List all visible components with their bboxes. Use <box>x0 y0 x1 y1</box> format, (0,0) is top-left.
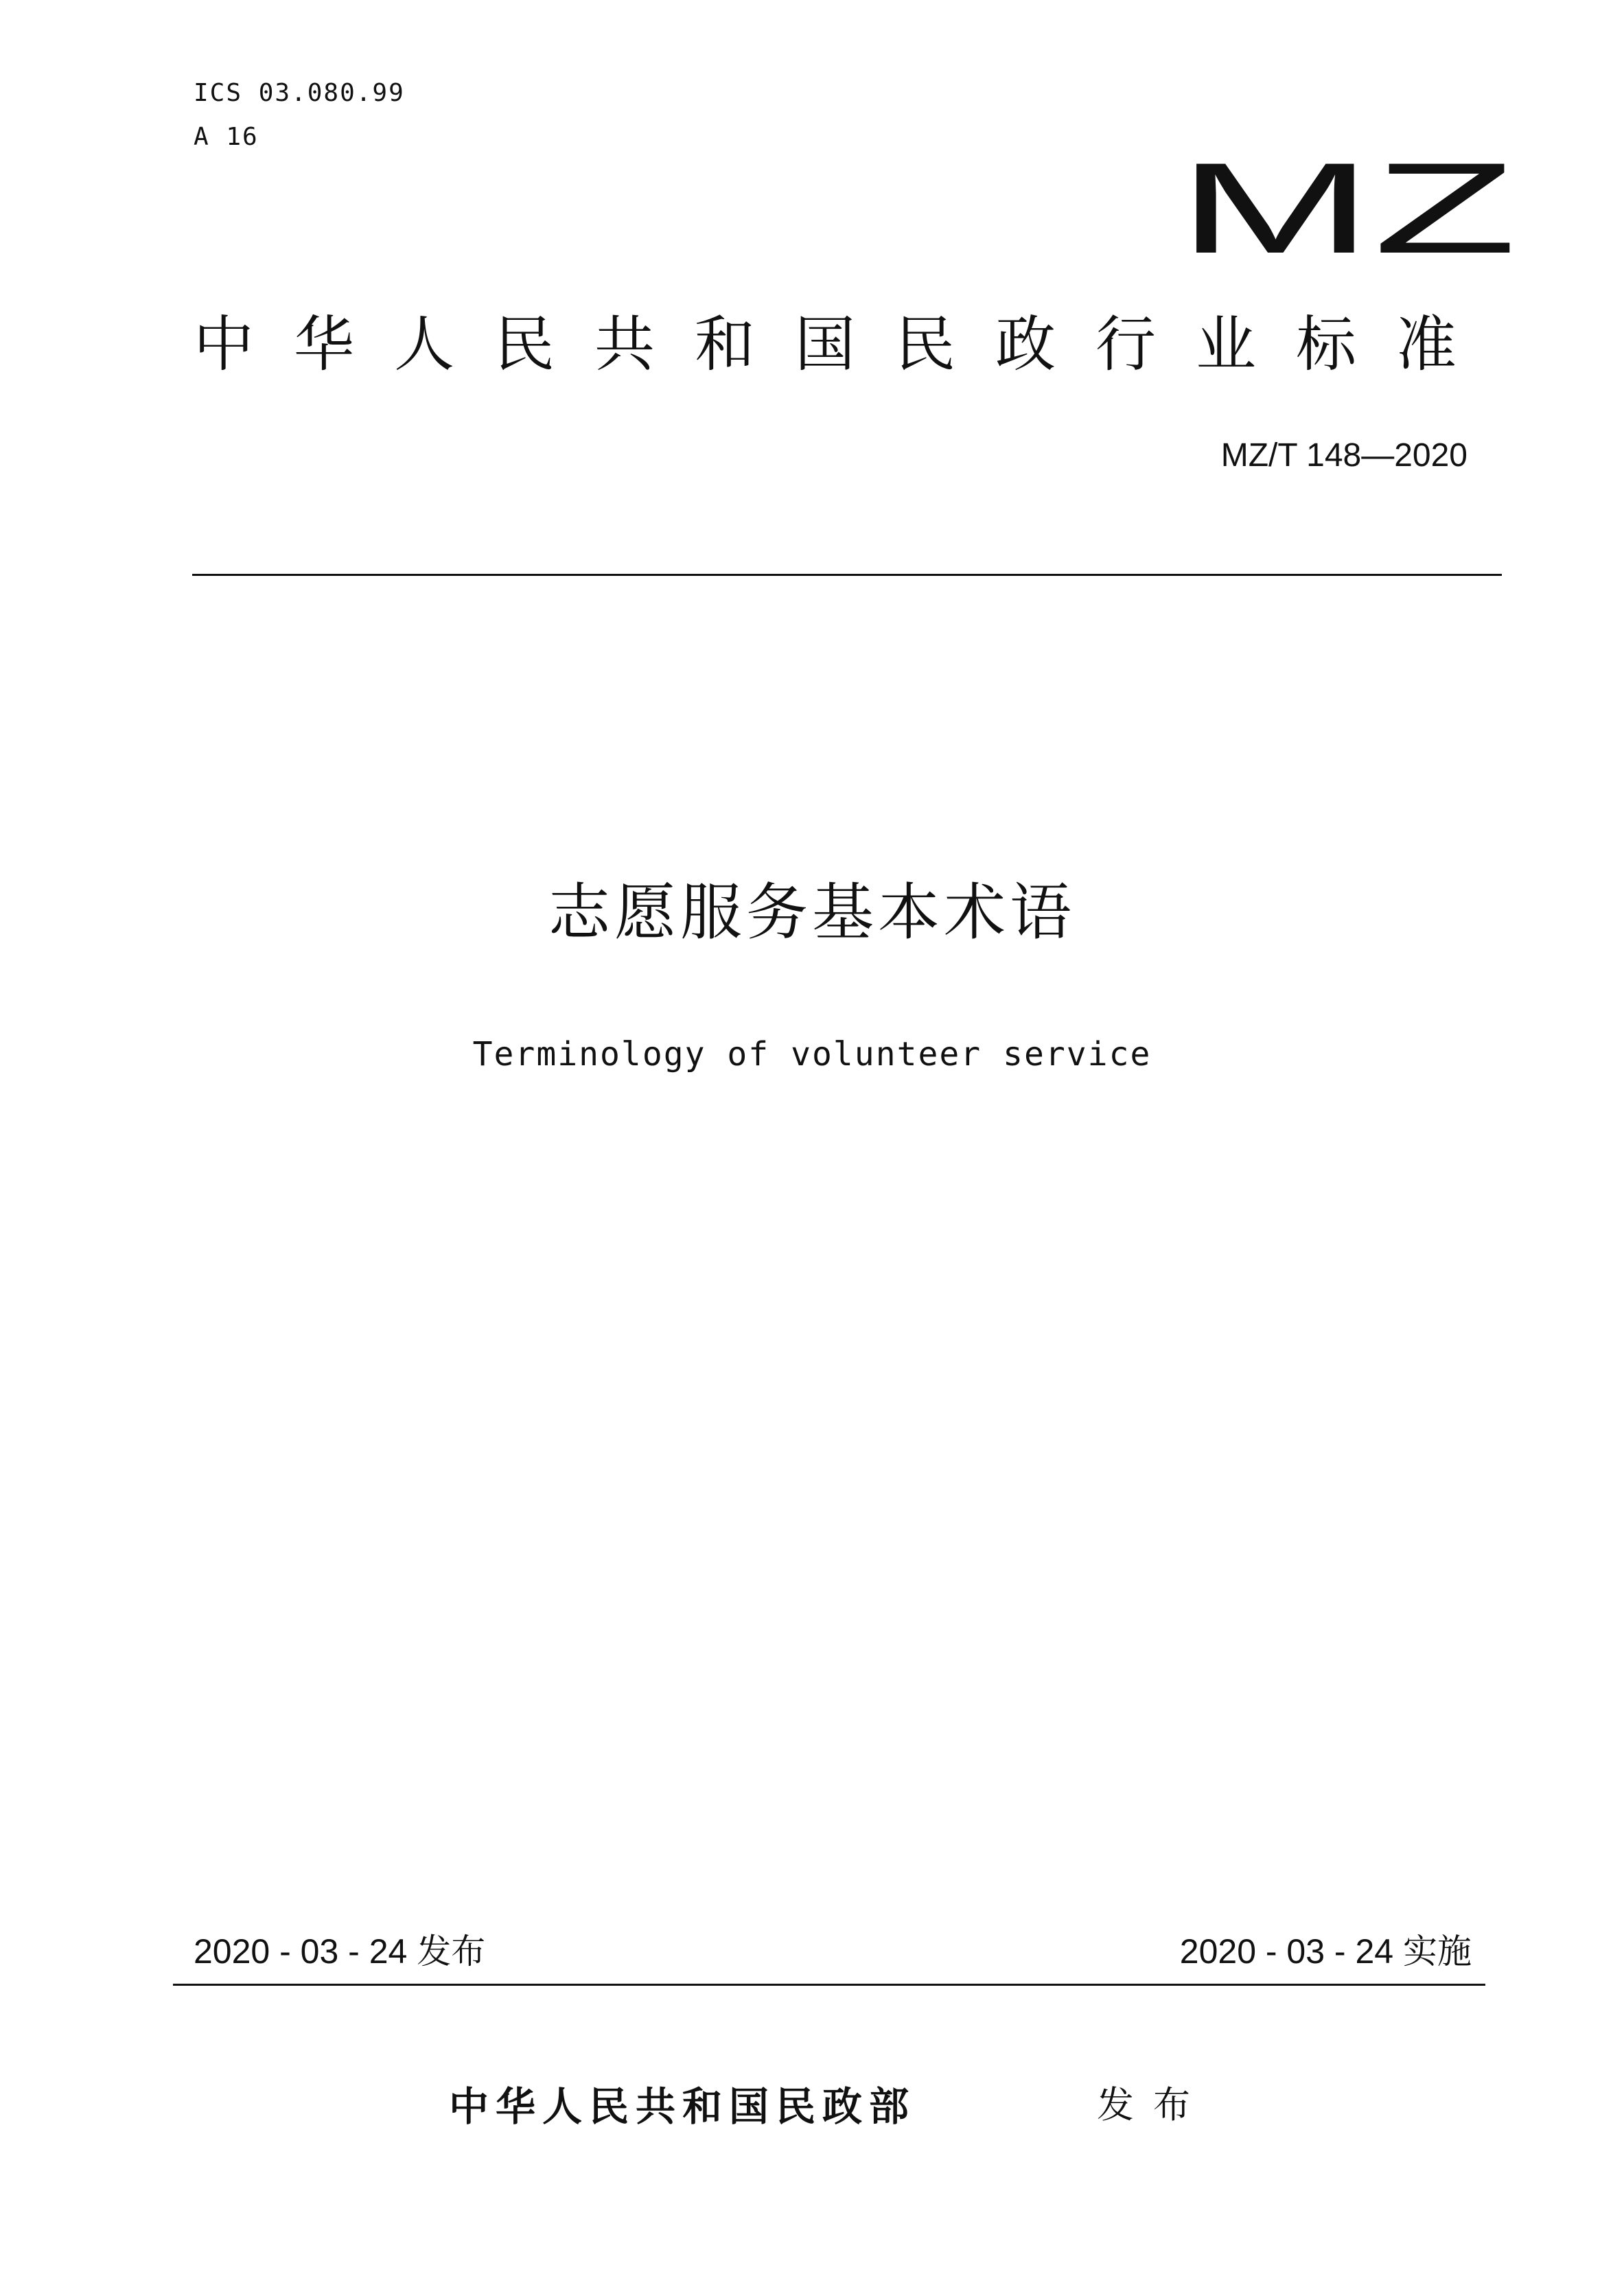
mz-logo <box>1177 156 1517 254</box>
top-divider <box>192 574 1502 576</box>
implementation-date: 2020 - 03 - 24 实施 <box>1179 1932 1472 1971</box>
issue-date: 2020 - 03 - 24 发布 <box>194 1932 486 1971</box>
document-title: 志愿服务基本术语 <box>548 877 1076 949</box>
publish-label: 发布 <box>1097 2083 1209 2126</box>
bottom-divider <box>173 1984 1485 1986</box>
standard-category-title: 中华人民共和国民政行业标准 <box>194 309 1497 380</box>
document-subtitle-english: Terminology of volunteer service <box>472 1035 1152 1074</box>
mz-logo-text: MZ <box>1177 156 1517 254</box>
publisher-name: 中华人民共和国民政部 <box>449 2083 916 2130</box>
standard-number: MZ/T 148—2020 <box>1220 437 1468 474</box>
ics-code: ICS 03.080.99 <box>194 79 405 107</box>
classification-code: A 16 <box>194 123 259 151</box>
